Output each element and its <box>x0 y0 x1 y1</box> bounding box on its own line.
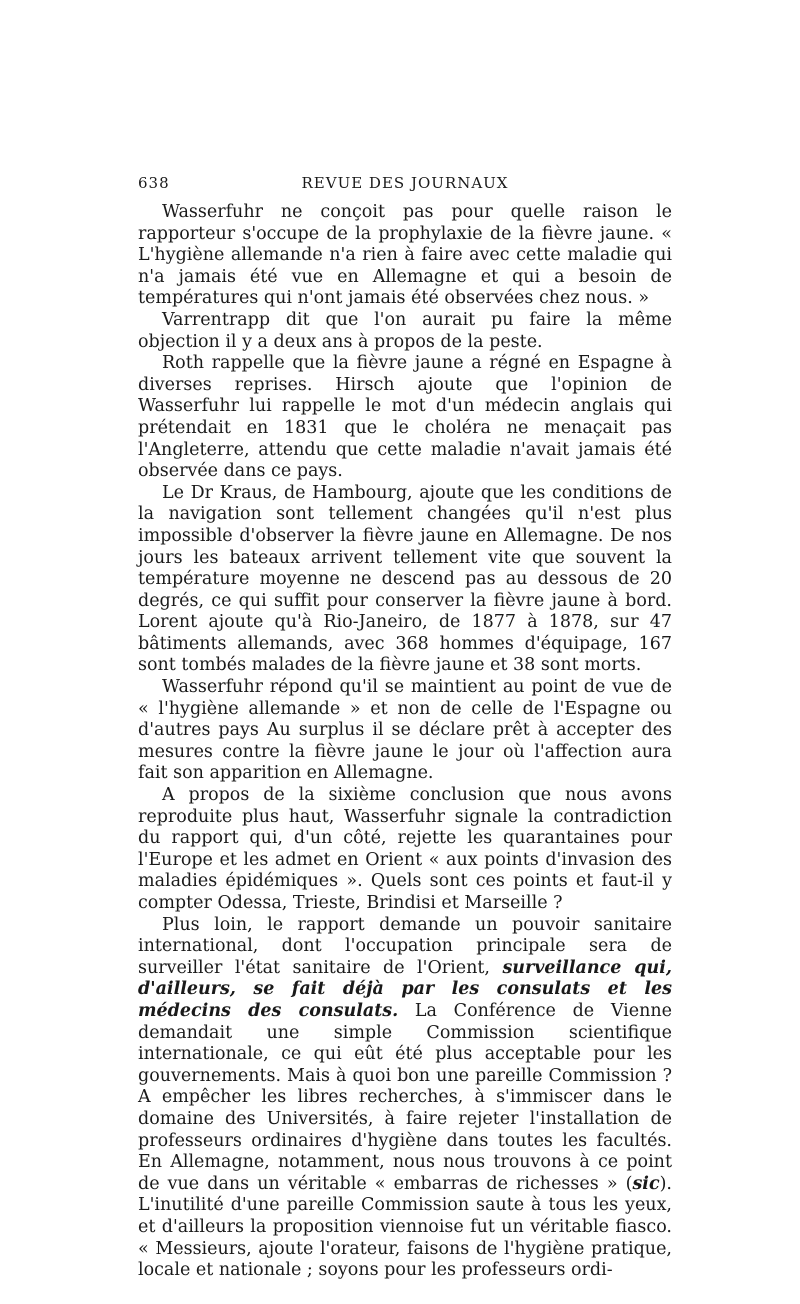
paragraph: Wasserfuhr répond qu'il se maintient au point de vue de « l'hygiène allemande » et non de celle de l'Espagne ou d'autres pays Au surplus il se déclare prêt à accepter des mesures contre la fièvre jaune le jour où l'affection aura fait son apparition en Allemagne. <box>138 677 672 784</box>
paragraph-text: Plus loin, le rapport demande un pouvoir sanitaire international, dont l'occupation principale sera de surveiller l'état sanitaire de l'Orient, <box>138 914 672 978</box>
article-body <box>138 202 672 1282</box>
paragraph: Le Dr Kraus, de Hambourg, ajoute que les conditions de la navigation sont tellement changées qu'il n'est plus impossible d'observer la fièvre jaune en Allemagne. De nos jours les bateaux arrivent tellement vite que souvent la température moyenne ne descend pas au dessous de 20 degrés, ce qui suffit pour conserver la fièvre jaune à bord. Lorent ajoute qu'à Rio-Janeiro, de 1877 à 1878, sur 47 bâtiments allemands, avec 368 hommes d'équipage, 167 sont tombés malades de la fièvre jaune et 38 sont morts. <box>138 482 672 676</box>
journal-page <box>138 174 672 1282</box>
paragraph-text: ). L'inutilité d'une pareille Commission saute à tous les yeux, et d'ailleurs la proposition viennoise fut un véritable fiasco. « Messieurs, ajoute l'orateur, faisons de l'hygiène pratique, locale et nationale ; soyons pour les professeurs ordi- <box>138 1173 672 1281</box>
paragraph: Varrentrapp dit que l'on aurait pu faire la même objection il y a deux ans à propos de la peste. <box>138 309 672 352</box>
paragraph: Roth rappelle que la fièvre jaune a régné en Espagne à diverses reprises. Hirsch ajoute que l'opinion de Wasserfuhr lui rappelle le mot d'un médecin anglais qui prétendait en 1831 que le choléra ne menaçait pas l'Angleterre, attendu que cette maladie n'avait jamais été observée dans ce pays. <box>138 353 672 482</box>
paragraph: Wasserfuhr ne conçoit pas pour quelle raison le rapporteur s'occupe de la prophylaxie de la fièvre jaune. « L'hygiène allemande n'a rien à faire avec cette maladie qui n'a jamais été vue en Allemagne et qui a besoin de températures qui n'ont jamais été observées chez nous. » <box>138 202 672 309</box>
paragraph <box>138 915 672 1282</box>
sic-annotation: sic <box>632 1173 660 1194</box>
paragraph-text: La Conférence de Vienne demandait une simple Commission scientifique internationale, ce qui eût été plus acceptable pour les gouvernements. Mais à quoi bon une pareille Commission ? A empêcher les libres recherches, à s'immiscer dans le domaine des Universités, à faire rejeter l'installation de professeurs ordinaires d'hygiène dans toutes les facultés. En Allemagne, notamment, nous nous trouvons à ce point de vue dans un véritable « embarras de richesses » ( <box>138 1000 673 1194</box>
page-header <box>138 174 672 196</box>
italic-phrase: surveillance qui, d'ailleurs, se fait déjà par les consulats et les médecins des consulats. <box>138 957 673 1021</box>
running-title: REVUE DES JOURNAUX <box>301 174 509 192</box>
paragraph: A propos de la sixième conclusion que nous avons reproduite plus haut, Wasserfuhr signale la contradiction du rapport qui, d'un côté, rejette les quarantaines pour l'Europe et les admet en Orient « aux points d'invasion des maladies épidémiques ». Quels sont ces points et faut-il y compter Odessa, Trieste, Brindisi et Marseille ? <box>138 785 672 913</box>
page-number: 638 <box>138 174 170 192</box>
